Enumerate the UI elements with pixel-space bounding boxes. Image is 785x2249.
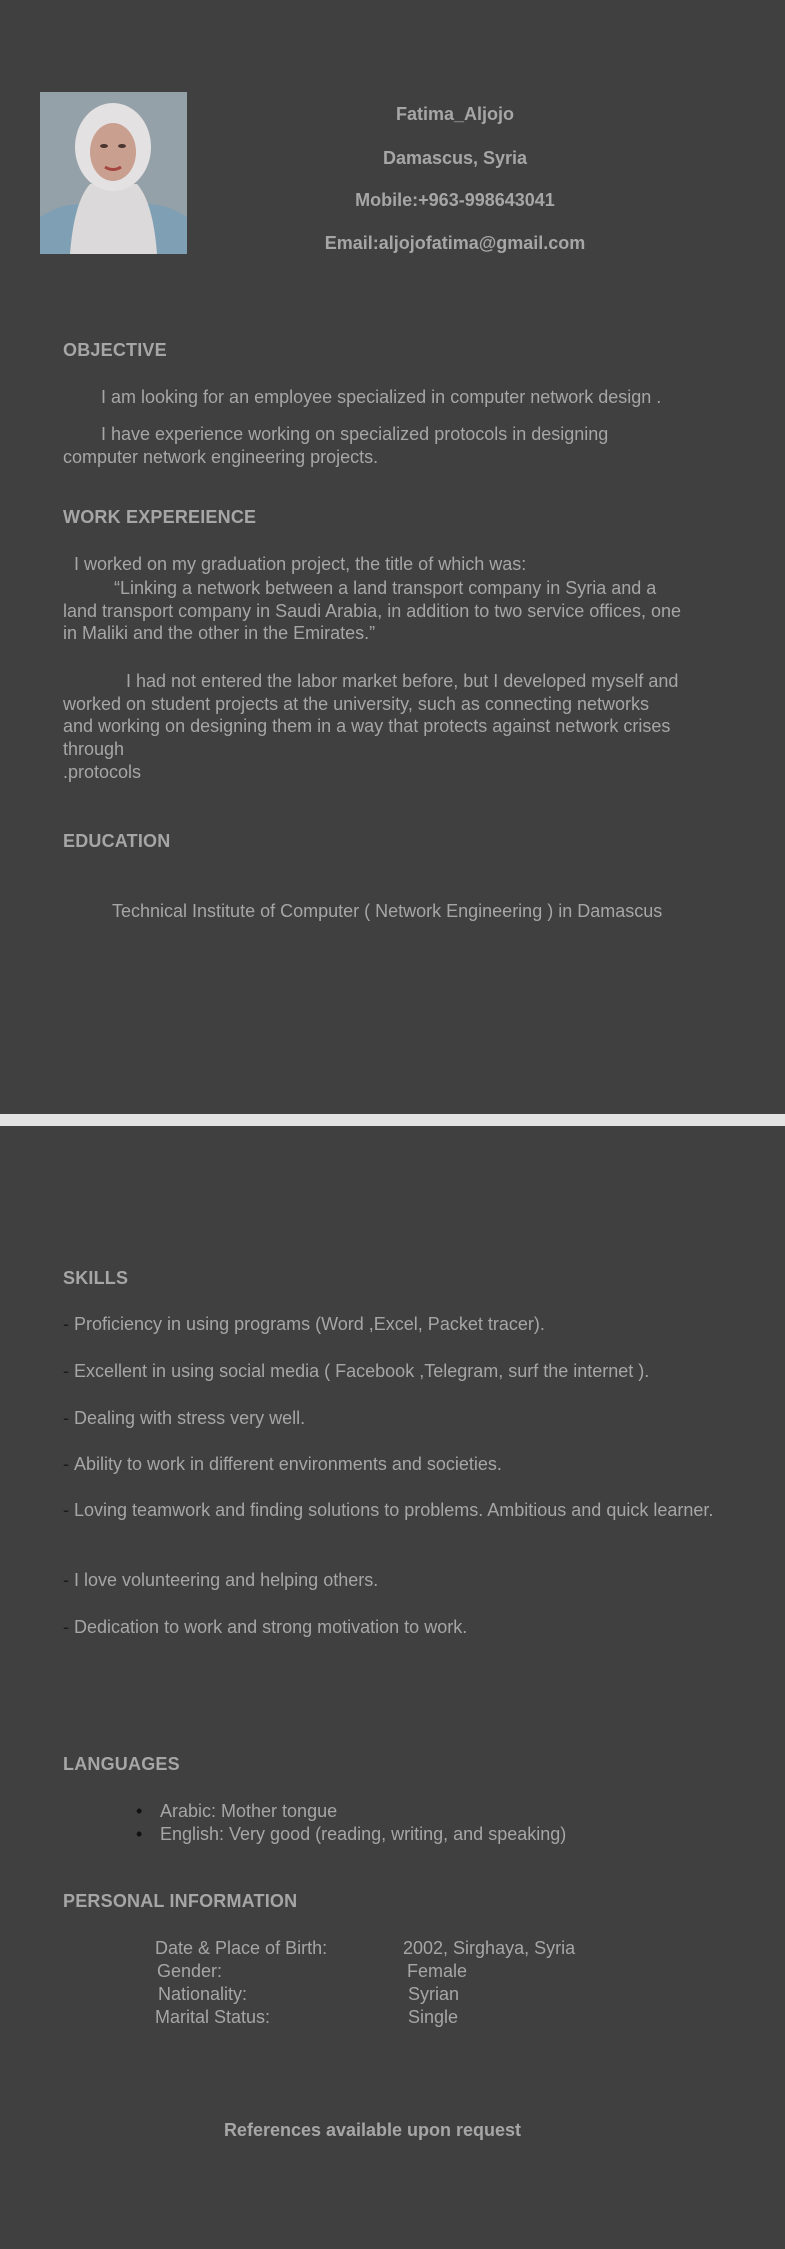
skill-dash: - — [63, 1361, 69, 1381]
work-paragraph-line-4: through — [63, 739, 125, 759]
skills-heading: SKILLS — [63, 1268, 129, 1288]
skill-text: Excellent in using social media ( Facebook ,Telegram, surf the internet ). — [74, 1361, 650, 1381]
skill-dash: - — [63, 1570, 69, 1590]
skill-text: Proficiency in using programs (Word ,Excel, Packet tracer). — [74, 1314, 545, 1334]
work-intro: I worked on my graduation project, the title of which was: — [74, 554, 527, 574]
personal-label-gender: Gender: — [157, 1961, 223, 1981]
work-project-line-2: land transport company in Saudi Arabia, in addition to two service offices, one — [63, 601, 682, 621]
skill-text: Dedication to work and strong motivation to work. — [74, 1617, 468, 1637]
skill-item — [63, 1360, 723, 1383]
skill-text: Loving teamwork and finding solutions to problems. Ambitious and quick learner. — [74, 1500, 714, 1520]
work-paragraph-line-5: .protocols — [63, 762, 142, 782]
skill-dash: - — [63, 1617, 69, 1637]
personal-value-nationality: Syrian — [408, 1984, 460, 2004]
personal-value-gender: Female — [407, 1961, 468, 1981]
bullet-icon: • — [136, 1801, 143, 1821]
objective-line-1: I am looking for an employee specialized in computer network design . — [101, 387, 662, 407]
skill-dash: - — [63, 1314, 69, 1334]
skill-item — [63, 1407, 723, 1430]
bullet-icon: • — [136, 1824, 143, 1844]
candidate-mobile: Mobile:+963-998643041 — [355, 190, 555, 210]
profile-photo — [40, 92, 187, 254]
personal-label-marital-status: Marital Status: — [155, 2007, 271, 2027]
skill-text: Ability to work in different environments and societies. — [74, 1454, 502, 1474]
skill-item — [63, 1616, 723, 1639]
candidate-location: Damascus, Syria — [382, 148, 528, 168]
education-line: Technical Institute of Computer ( Network Engineering ) in Damascus — [112, 901, 663, 921]
work-experience-heading: WORK EXPEREIENCE — [63, 507, 257, 527]
work-paragraph-line-2: worked on student projects at the university, such as connecting networks — [63, 694, 649, 714]
skill-dash: - — [63, 1500, 69, 1520]
skill-item — [63, 1313, 723, 1336]
skill-dash: - — [63, 1408, 69, 1428]
references-note: References available upon request — [223, 2120, 522, 2140]
language-text: Arabic: Mother tongue — [160, 1801, 338, 1821]
work-paragraph-line-3: and working on designing them in a way that protects against network crises — [63, 716, 671, 736]
objective-line-2a: I have experience working on specialized protocols in designing — [101, 424, 609, 444]
language-item — [136, 1823, 566, 1846]
personal-information-heading: PERSONAL INFORMATION — [63, 1891, 298, 1911]
objective-line-2b: computer network engineering projects. — [63, 447, 379, 467]
candidate-email: Email:aljojofatima@gmail.com — [324, 233, 586, 253]
skill-text: Dealing with stress very well. — [74, 1408, 306, 1428]
cv-page-1 — [0, 0, 785, 1114]
cv-page-2 — [0, 1126, 785, 2249]
skill-item — [63, 1569, 723, 1592]
personal-label-birth: Date & Place of Birth: — [155, 1938, 328, 1958]
skill-item — [63, 1453, 723, 1476]
language-item — [136, 1800, 337, 1823]
languages-heading: LANGUAGES — [63, 1754, 180, 1774]
skill-dash: - — [63, 1454, 69, 1474]
personal-label-nationality: Nationality: — [158, 1984, 248, 2004]
work-project-line-1: “Linking a network between a land transport company in Syria and a — [114, 578, 657, 598]
personal-value-marital-status: Single — [408, 2007, 459, 2027]
skill-text: I love volunteering and helping others. — [74, 1570, 379, 1590]
candidate-name: Fatima_Aljojo — [395, 104, 515, 124]
language-text: English: Very good (reading, writing, and speaking) — [160, 1824, 567, 1844]
personal-value-birth: 2002, Sirghaya, Syria — [403, 1938, 576, 1958]
person-portrait-icon — [40, 92, 187, 254]
objective-heading: OBJECTIVE — [63, 340, 167, 360]
work-paragraph-line-1: I had not entered the labor market before, but I developed myself and — [126, 671, 679, 691]
skill-item — [63, 1499, 723, 1522]
education-heading: EDUCATION — [63, 831, 171, 851]
page-separator — [0, 1114, 785, 1126]
work-project-line-3: in Maliki and the other in the Emirates.” — [63, 623, 376, 643]
